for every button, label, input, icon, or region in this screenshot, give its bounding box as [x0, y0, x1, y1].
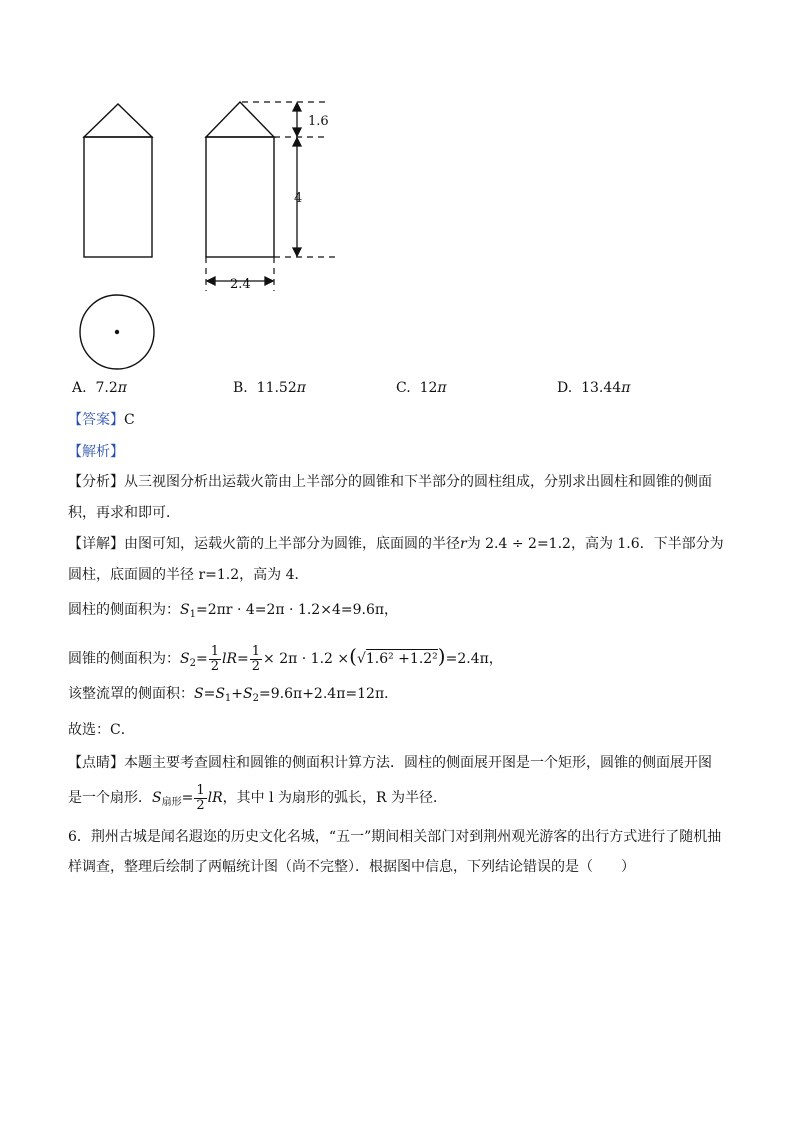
top-view	[80, 295, 154, 369]
dianjing-line-2: 是一个扇形．$S_{扇形}=$ $\frac{1}{2}$ lR，其中 l 为扇形的弧长，R 为半径．	[68, 782, 448, 813]
sqrt-expr: 1.6² +1.2²	[365, 651, 438, 667]
fenxi-line-1: 【分析】从三视图分析出运载火箭由上半部分的圆锥和下半部分的圆柱组成，分别求出圆柱和圆锥的侧面	[68, 474, 712, 490]
answer-line	[68, 410, 135, 430]
dim-label-mid: 4	[294, 191, 303, 206]
q6-line-1: 6．荆州古城是闻名遐迩的历史文化名城，“五一”期间相关部门对到荆州观光游客的出行方式进行了随机抽	[68, 829, 722, 845]
dimension-guides	[206, 102, 336, 291]
dimension-arrows	[207, 103, 301, 285]
option-b[interactable]: B. 11.52π	[233, 380, 306, 396]
cone-area-line: 圆锥的侧面积为：$S_2=$ $\frac{1}{2}$ lR= $\frac{1}{2}$ × 2π · 1.2 ×(√1.6² +1.2²)=2.4π，	[68, 643, 503, 674]
answer-value: C	[124, 412, 135, 428]
dim-label-width: 2.4	[230, 277, 251, 292]
cylinder-area-line: 圆柱的侧面积为：$S_1=2\pi r \cdot 4=2\pi \cdot 1.2\times 4=9.6\pi$，	[68, 602, 399, 620]
answer-tag: 【答案】	[68, 412, 124, 428]
xiangjie-line-1: 【详解】由图可知，运载火箭的上半部分为圆锥，底面圆的半径r为 2.4 ÷ 2=1.2，高为 1.6．下半部分为	[68, 536, 724, 552]
dim-label-top: 1.6	[308, 114, 329, 129]
analysis-tag: 【解析】	[68, 444, 124, 460]
front-view	[84, 104, 152, 257]
option-a[interactable]: A. 7.2π	[72, 380, 127, 396]
option-c[interactable]: C. 12π	[396, 380, 447, 396]
guxuan-line: 故选：C．	[68, 722, 135, 738]
xiangjie-line-2: 圆柱，底面圆的半径 r=1.2，高为 4．	[68, 567, 309, 583]
dianjing-line-1: 【点睛】本题主要考查圆柱和圆锥的侧面积计算方法．圆柱的侧面展开图是一个矩形，圆锥的侧面展开图	[68, 755, 712, 771]
three-view-figure	[70, 95, 360, 385]
total-area-line: 该整流罩的侧面积：$S=S_1+S_2=9.6\pi+2.4\pi=12\pi$．	[68, 686, 399, 704]
fenxi-line-2: 积，再求和即可．	[68, 505, 180, 521]
side-view	[206, 102, 274, 257]
option-d[interactable]: D. 13.44π	[557, 380, 631, 396]
q6-line-2: 样调查，整理后绘制了两幅统计图（尚不完整）．根据图中信息，下列结论错误的是（ ）	[68, 859, 635, 875]
